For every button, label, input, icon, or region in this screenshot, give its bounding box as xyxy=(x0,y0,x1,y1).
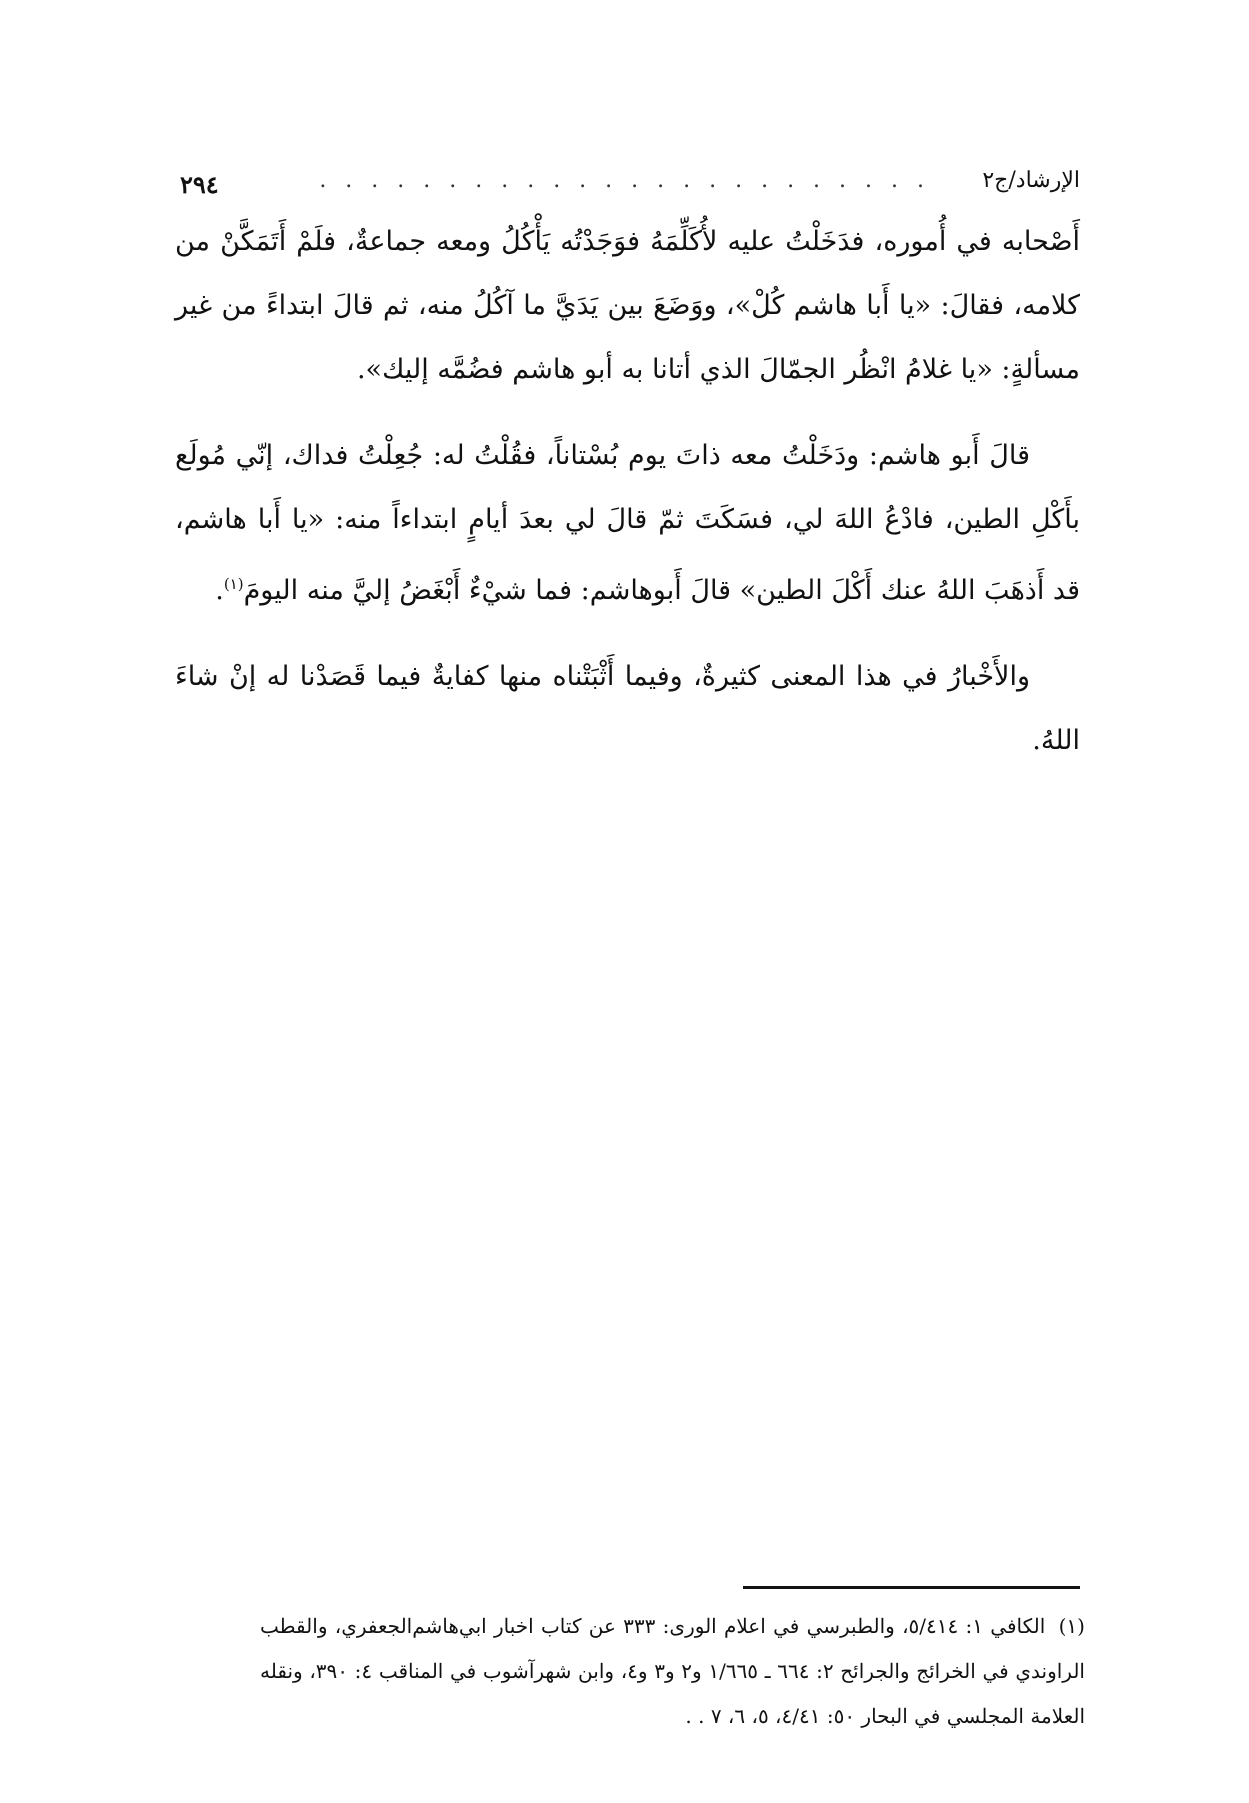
page-number: ٢٩٤ xyxy=(180,170,219,199)
running-head-leader-dots: . . . . . . . . . . . . . . . . . . . . . . . . xyxy=(319,168,930,193)
footnote-separator xyxy=(743,1586,1080,1589)
footnote-text: الكافي ١: ٥/٤١٤، والطبرسي في اعلام الورى: ٣٣٣ عن كتاب اخبار ابي‌هاشم‌الجعفري، والقطب الراوندي في الخرائج والجرائح ٢: ٦٦٤ ـ ١/٦٦٥ و٢ و٣ و٤، وابن شهرآشوب في المناقب ٤: ٣٩٠، ونقله العلامة المجلسي في البحار ٥٠: ٤/٤١، ٥، ٦، ٧ . . xyxy=(260,1614,1085,1728)
paragraph-2-end: . xyxy=(215,575,224,606)
body-text xyxy=(175,210,1080,795)
paragraph-2 xyxy=(175,424,1080,623)
paragraph-3: والأَخْبارُ في هذا المعنى كثيرةٌ، وفيما أَثْبَتْناه منها كفايةٌ فيما قَصَدْنا له إنْ شاءَ اللهُ. xyxy=(175,661,1080,756)
running-head-title: الإرشاد/ج٢ xyxy=(982,168,1080,193)
paragraph-1: أَصْحابه في أُموره، فدَخَلْتُ عليه لأُكَلِّمَهُ فوَجَدْتُه يَأْكُلُ ومعه جماعةٌ، فلَمْ أَتَمَكَّنْ من كلامه، فقالَ: «يا أَبا هاشم كُلْ»، ووَضَعَ بين يَدَيَّ ما آكُلُ منه، ثم قالَ ابتداءً من غير مسألةٍ: «يا غلامُ انْظُر الجمّالَ الذي أتانا به أبو هاشم فضُمَّه إليك». xyxy=(175,226,1080,385)
footnote-reference: (١) xyxy=(223,575,244,593)
paragraph-2-text: قالَ أَبو هاشم: ودَخَلْتُ معه ذاتَ يوم بُسْتاناً، فقُلْتُ له: جُعِلْتُ فداك، إنّي مُولَع بأَكْلِ الطين، فادْعُ اللهَ لي، فسَكَتَ ثمّ قالَ لي بعدَ أيامٍ ابتداءاً منه: «يا أَبا هاشم، قد أَذهَبَ اللهُ عنك أَكْلَ الطين» قالَ أَبوهاشم: فما شيْءٌ أَبْغَضُ إليَّ منه اليومَ xyxy=(175,440,1080,606)
footnote xyxy=(260,1604,1085,1739)
footnote-marker: (١) xyxy=(1058,1614,1085,1638)
running-head xyxy=(180,168,1080,208)
